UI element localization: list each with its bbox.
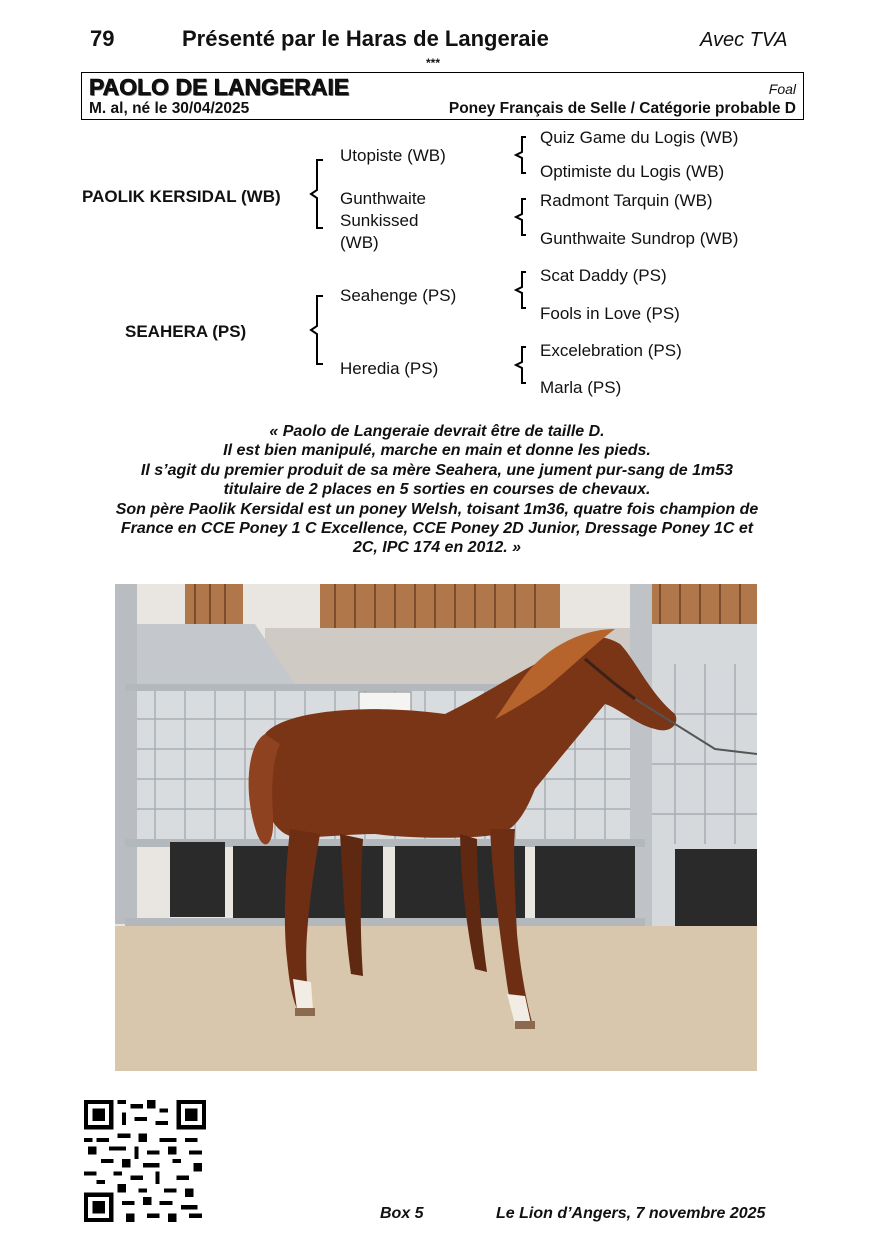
- pedigree-dsd: Fools in Love (PS): [540, 304, 680, 323]
- pedigree-dss: Scat Daddy (PS): [540, 266, 667, 285]
- horse-category: Foal: [768, 81, 796, 97]
- description-line: Il est bien manipulé, marche en main et donne les pieds.: [223, 442, 651, 460]
- pedigree-dam-sire: Seahenge (PS): [340, 286, 457, 305]
- pedigree-sdd: Gunthwaite Sundrop (WB): [540, 229, 739, 248]
- lot-number: 79: [90, 26, 115, 51]
- venue-date: Le Lion d’Angers, 7 novembre 2025: [496, 1205, 766, 1222]
- pedigree-dam-dam: Heredia (PS): [340, 359, 439, 378]
- brace-icon: [303, 294, 325, 366]
- pedigree-sss: Quiz Game du Logis (WB): [540, 128, 739, 147]
- description-quote: [60, 422, 814, 558]
- vat-note: Avec TVA: [700, 29, 788, 51]
- birth-info: M. al, né le 30/04/2025: [89, 100, 250, 117]
- brace-icon: [303, 158, 325, 230]
- pedigree-dds: Excelebration (PS): [540, 341, 682, 360]
- box-number: Box 5: [380, 1205, 424, 1222]
- pedigree-sire-dam-line2: Sunkissed: [340, 211, 419, 230]
- pedigree-ssd: Optimiste du Logis (WB): [540, 162, 725, 181]
- description-line: Son père Paolik Kersidal est un poney Welsh, toisant 1m36, quatre fois champion de: [115, 500, 759, 518]
- description-line: France en CCE Poney 1 C Excellence, CCE Poney 2D Junior, Dressage Poney 1C et: [120, 520, 754, 538]
- description-line: titulaire de 2 places en 5 sorties en courses de chevaux.: [223, 481, 651, 499]
- pedigree-ddd: Marla (PS): [540, 378, 622, 397]
- qr-code-icon[interactable]: [84, 1100, 206, 1222]
- pedigree-sire-dam-line3: (WB): [340, 233, 379, 252]
- brace-icon: [512, 197, 528, 237]
- presenter-title: Présenté par le Haras de Langeraie: [182, 26, 549, 51]
- brace-icon: [512, 345, 528, 385]
- horse-name: PAOLO DE LANGERAIE: [89, 74, 350, 100]
- description-line: Il s’agit du premier produit de sa mère Seahera, une jument pur-sang de 1m53: [140, 461, 734, 479]
- description-line: « Paolo de Langeraie devrait être de taille D.: [269, 423, 605, 440]
- pedigree-sds: Radmont Tarquin (WB): [540, 191, 713, 210]
- pedigree-sire: PAOLIK KERSIDAL (WB): [82, 187, 281, 206]
- pedigree-sire-dam: [340, 188, 426, 254]
- description-line: 2C, IPC 174 en 2012. »: [352, 539, 522, 557]
- breed-info: Poney Français de Selle / Catégorie probable D: [448, 100, 796, 117]
- horse-photo: [115, 584, 757, 1071]
- brace-icon: [512, 135, 528, 175]
- pedigree-sire-sire: Utopiste (WB): [340, 146, 446, 165]
- separator: ***: [426, 56, 441, 70]
- pedigree-sire-dam-line1: Gunthwaite: [340, 189, 426, 208]
- pedigree-dam: SEAHERA (PS): [125, 322, 247, 341]
- brace-icon: [512, 270, 528, 310]
